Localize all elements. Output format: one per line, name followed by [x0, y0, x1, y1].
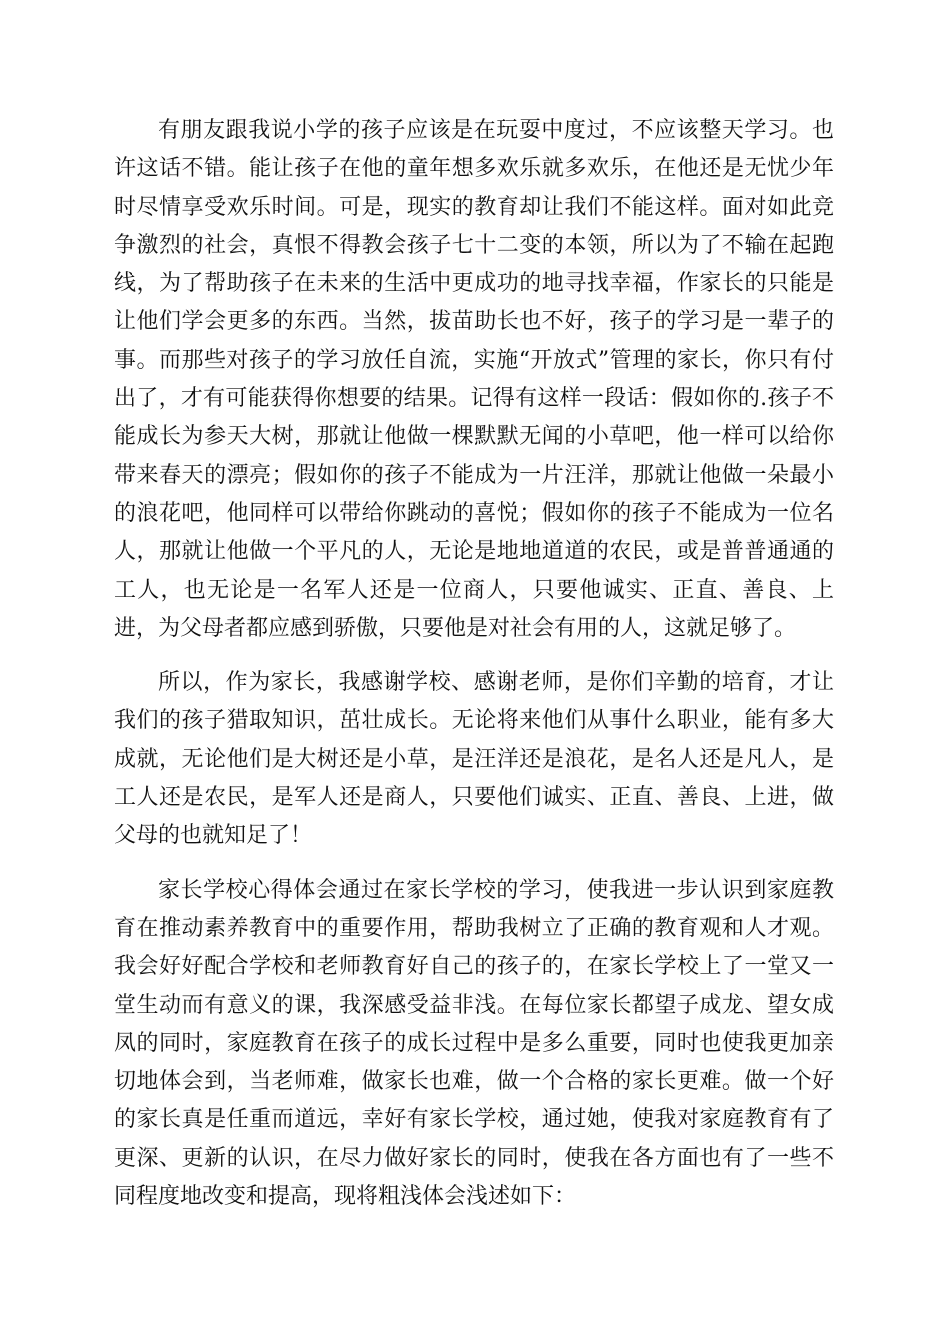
paragraph-3: 家长学校心得体会通过在家长学校的学习，使我进一步认识到家庭教育在推动素养教育中的重要作用，帮助我树立了正确的教育观和人才观。我会好好配合学校和老师教育好自己的孩子的，在家长学校上了一堂又一堂生动而有意义的课，我深感受益非浅。在每位家长都望子成龙、望女成凤的同时，家庭教育在孩子的成长过程中是多么重要，同时也使我更加亲切地体会到，当老师难，做家长也难，做一个合格的家长更难。做一个好的家长真是任重而道远，幸好有家长学校，通过她，使我对家庭教育有了更深、更新的认识，在尽力做好家长的同时，使我在各方面也有了一些不同程度地改变和提高，现将粗浅体会浅述如下： — [114, 877, 834, 1210]
paragraph-1: 有朋友跟我说小学的孩子应该是在玩耍中度过，不应该整天学习。也许这话不错。能让孩子在他的童年想多欢乐就多欢乐，在他还是无忧少年时尽情享受欢乐时间。可是，现实的教育却让我们不能这样。面对如此竞争激烈的社会，真恨不得教会孩子七十二变的本领，所以为了不输在起跑线，为了帮助孩子在未来的生活中更成功的地寻找幸福，作家长的只能是让他们学会更多的东西。当然，拔苗助长也不好，孩子的学习是一辈子的事。而那些对孩子的学习放任自流，实施“开放式”管理的家长，你只有付出了，才有可能获得你想要的结果。记得有这样一段话：假如你的.孩子不能成长为参天大树，那就让他做一棵默默无闻的小草吧，他一样可以给你带来春天的漂亮；假如你的孩子不能成为一片汪洋，那就让他做一朵最小的浪花吧，他同样可以带给你跳动的喜悦；假如你的孩子不能成为一位名人，那就让他做一个平凡的人，无论是地地道道的农民，或是普普通通的工人，也无论是一名军人还是一位商人，只要他诚实、正直、善良、上进，为父母者都应感到骄傲，只要他是对社会有用的人，这就足够了。 — [114, 118, 834, 641]
document-body — [114, 112, 834, 1232]
paragraph-2: 所以，作为家长，我感谢学校、感谢老师，是你们辛勤的培育，才让我们的孩子猎取知识，茁壮成长。无论将来他们从事什么职业，能有多大成就，无论他们是大树还是小草，是汪洋还是浪花，是名人还是凡人，是工人还是农民，是军人还是商人，只要他们诚实、正直、善良、上进，做父母的也就知足了！ — [114, 670, 834, 849]
